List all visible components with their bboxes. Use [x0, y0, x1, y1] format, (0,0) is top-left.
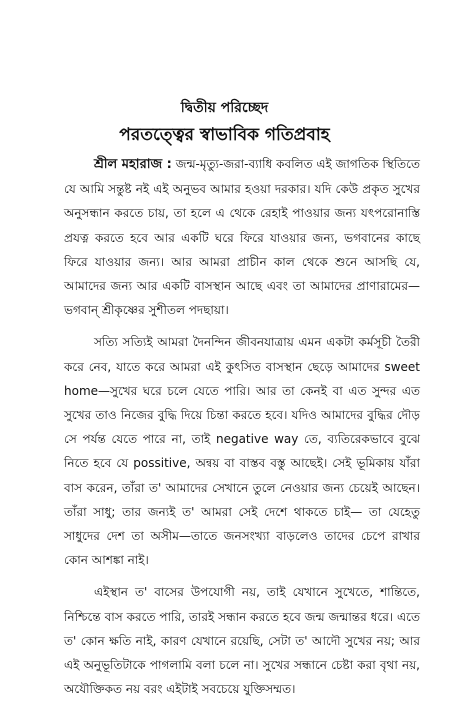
paragraph [64, 152, 420, 322]
chapter-label: দ্বিতীয় পরিচ্ছেদ [180, 100, 269, 116]
body-text [64, 152, 420, 701]
paragraph [64, 330, 420, 572]
speaker-label: শ্রীল মহারাজ : [94, 157, 172, 172]
chapter-title: পরতত্ত্বের স্বাভাবিক গতিপ্রবাহ [119, 125, 330, 145]
paragraph-text: সত্যি সত্যিই আমরা দৈনন্দিন জীবনযাত্রায় এমন একটা কর্মসূচী তৈরী করে নেব, যাতে করে আমরা এই কুৎসিত বাসস্থান ছেড়ে আমাদের sweet home—সুখের ঘরে চলে যেতে পারি। আর তা কেনই বা এত সুন্দর এত সুখের তাও নিজের বুদ্ধি দিয়ে চিন্তা করতে হবে। যদিও আমাদের বুদ্ধির দৌড় সে পর্যন্ত যেতে পারে না, তাই negative way তে, ব্যতিরেকভাবে বুঝে নিতে হবে যে possitive, অন্বয় বা বাস্তব বস্তু আছেই। সেই ভূমিকায় যাঁরা বাস করেন, তাঁরা ত' আমাদের সেখানে তুলে নেওয়ার জন্য চেয়েই আছেন। তাঁরা সাধু; তার জন্যই ত' আমরা সেই দেশে থাকতে চাই— তা যেহেতু সাধুদের দেশ তা অসীম—তাতে জনসংখ্যা বাড়লেও তাদের চেপে রাখার কোন আশঙ্কা নাই। [64, 335, 420, 568]
paragraph [64, 580, 420, 701]
paragraph-text: এইস্থান ত' বাসের উপযোগী নয়, তাই যেখানে সুখেতে, শান্তিতে, নিশ্চিন্তে বাস করতে পারি, তারই সন্ধান করতে হবে জন্ম জন্মান্তর ধরে। এতে ত' কোন ক্ষতি নাই, কারণ যেখানে রয়েছি, সেটা ত' আদৌ সুখের নয়; আর এই অনুভূতিটাকে পাগলামি বলা চলে না। সুখের সন্ধানে চেষ্টা করা বৃথা নয়, অযৌক্তিকত নয় বরং এইটাই সবচেয়ে যুক্তিসম্মত। [64, 585, 420, 697]
paragraph-text: জন্ম-মৃত্যু-জরা-ব্যাধি কবলিত এই জাগতিক স্থিতিতে যে আমি সন্তুষ্ট নই এই অনুভব আমার হওয়া দরকার। যদি কেউ প্রকৃত সুখের অনুসন্ধান করতে চায়, তা হলে এ থেকে রেহাই পাওয়ার জন্য যৎপরোনাস্তি প্রযত্ন করতে হবে আর একটি ঘরে ফিরে যাওয়ার জন্য, ভগবানের কাছে ফিরে যাওয়ার জন্য। আর আমরা প্রাচীন কাল থেকে শুনে আসছি যে, আমাদের জন্য আর একটি বাসস্থান আছে এবং তা আমাদের প্রাণারামের—ভগবান্ শ্রীকৃষ্ণের সুশীতল পদছায়া। [64, 157, 420, 318]
